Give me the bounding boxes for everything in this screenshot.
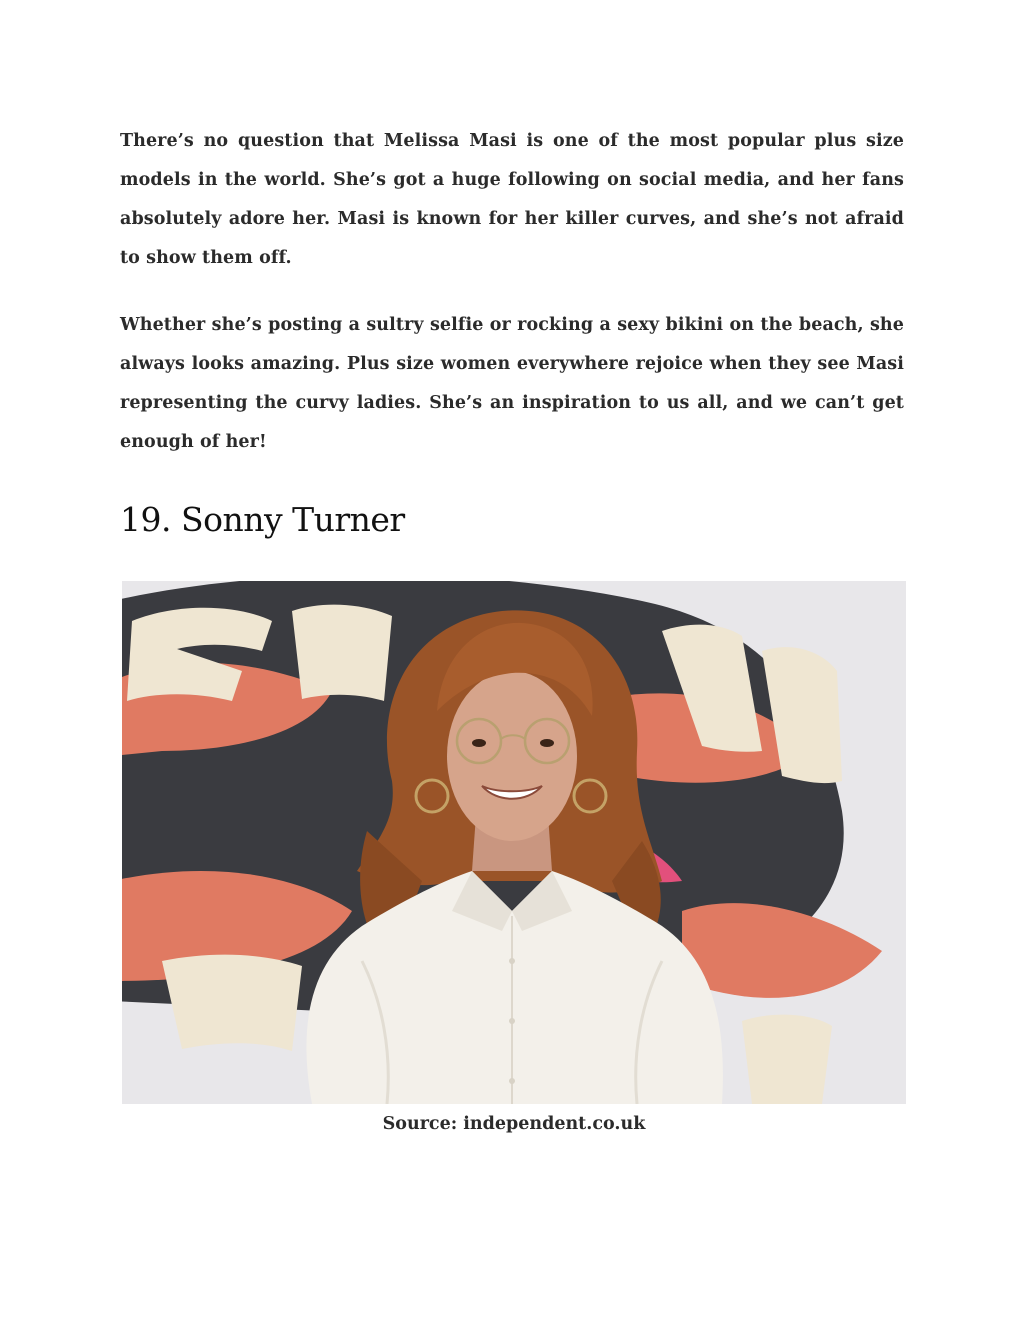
section-heading: 19. Sonny Turner — [120, 500, 405, 539]
article-photo — [122, 581, 906, 1104]
paragraph-melissa-masi-intro: There’s no question that Melissa Masi is one of the most popular plus size models in the world. She’s got a huge following on social media, and her fans absolutely adore her. Masi is known for her killer curves, and she’s not afraid to show them off. — [120, 131, 904, 268]
paragraph-melissa-masi-inspiration: Whether she’s posting a sultry selfie or rocking a sexy bikini on the beach, she always looks amazing. Plus size women everywhere rejoice when they see Masi representing the curvy ladies. She’s an inspiration to us all, and we can’t get enough of her! — [120, 315, 904, 452]
image-caption: Source: independent.co.uk — [382, 1114, 646, 1134]
article-body — [120, 122, 904, 544]
